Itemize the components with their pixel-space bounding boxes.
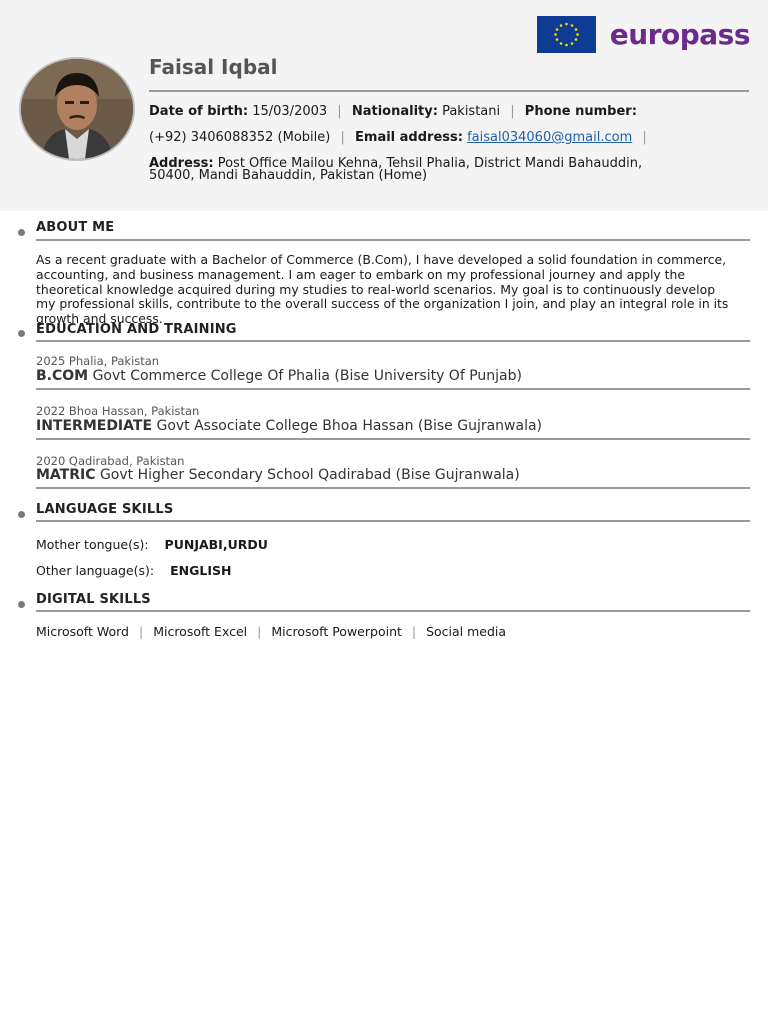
separator: | <box>510 104 515 119</box>
education-degree: INTERMEDIATE <box>36 418 153 434</box>
info-row-4 <box>149 168 427 184</box>
dob-label: Date of birth: <box>149 104 249 119</box>
about-text: As a recent graduate with a Bachelor of Commerce (B.Com), I have developed a solid foundation in commerce, accounting, and business management. I am eager to embark on my professional journey and apply the theoretical knowledge acquired during my studies to real-world scenarios. My goal is to continuously develop my professional skills, contribute to the overall success of the organization I join, and play an integral role in its growth and success. <box>36 252 729 327</box>
section-bullet <box>18 229 25 236</box>
separator: | <box>642 130 647 145</box>
other-languages-row <box>36 563 231 578</box>
separator: | <box>138 624 144 639</box>
other-languages-label: Other language(s): <box>36 563 155 578</box>
nationality-value: Pakistani <box>442 104 501 119</box>
education-degree: B.COM <box>36 368 89 384</box>
skill-item: Microsoft Word <box>36 624 129 639</box>
mother-tongue-row <box>36 537 268 552</box>
info-row-1 <box>149 104 637 120</box>
phone-value: (+92) 3406088352 (Mobile) <box>149 130 331 145</box>
education-entry-divider <box>36 388 750 390</box>
education-entry-divider <box>36 487 750 489</box>
phone-label: Phone number: <box>524 104 637 119</box>
separator: | <box>340 130 345 145</box>
eu-flag-icon <box>537 16 596 53</box>
separator: | <box>257 624 262 639</box>
nationality-label: Nationality: <box>351 104 438 119</box>
education-institution: Govt Associate College Bhoa Hassan (Bise Gujranwala) <box>156 418 543 434</box>
skill-item: Social media <box>426 624 507 639</box>
languages-divider <box>36 520 750 522</box>
info-row-2 <box>149 130 653 146</box>
address-label: Address: <box>149 156 214 171</box>
europass-logo <box>537 16 750 53</box>
digital-title: DIGITAL SKILLS <box>36 592 151 607</box>
education-meta: 2025 Phalia, Pakistan <box>36 354 160 368</box>
education-meta: 2022 Bhoa Hassan, Pakistan <box>36 404 200 418</box>
education-entry <box>36 418 542 434</box>
name-divider <box>149 90 749 92</box>
digital-divider <box>36 610 750 612</box>
digital-skills-list <box>36 624 506 639</box>
europass-logo-text: europass <box>609 18 750 51</box>
mother-tongue-value: PUNJABI,URDU <box>164 537 268 552</box>
skill-item: Microsoft Excel <box>153 624 248 639</box>
section-bullet <box>18 511 25 518</box>
cv-header <box>0 0 768 211</box>
dob-value: 15/03/2003 <box>252 104 328 119</box>
about-divider <box>36 239 750 241</box>
education-institution: Govt Higher Secondary School Qadirabad (Bise Gujranwala) <box>99 467 520 483</box>
section-bullet <box>18 330 25 337</box>
person-name: Faisal Iqbal <box>149 55 278 79</box>
education-divider <box>36 340 750 342</box>
education-entry <box>36 368 522 384</box>
education-degree: MATRIC <box>36 467 96 483</box>
separator: | <box>337 104 342 119</box>
section-bullet <box>18 601 25 608</box>
education-meta: 2020 Qadirabad, Pakistan <box>36 454 185 468</box>
email-label: Email address: <box>355 130 463 145</box>
email-link[interactable]: faisal034060@gmail.com <box>467 130 633 145</box>
education-entry <box>36 467 520 483</box>
address-line-1: Post Office Mailou Kehna, Tehsil Phalia, District Mandi Bahauddin, <box>217 156 643 171</box>
languages-title: LANGUAGE SKILLS <box>36 502 174 517</box>
education-entry-divider <box>36 438 750 440</box>
separator: | <box>411 624 417 639</box>
mother-tongue-label: Mother tongue(s): <box>36 537 149 552</box>
about-title: ABOUT ME <box>36 220 115 235</box>
profile-photo <box>19 57 135 161</box>
skill-item: Microsoft Powerpoint <box>271 624 402 639</box>
other-languages-value: ENGLISH <box>170 563 232 578</box>
address-line-2: 50400, Mandi Bahauddin, Pakistan (Home) <box>149 168 428 183</box>
education-institution: Govt Commerce College Of Phalia (Bise University Of Punjab) <box>92 368 522 384</box>
education-title: EDUCATION AND TRAINING <box>36 322 237 337</box>
